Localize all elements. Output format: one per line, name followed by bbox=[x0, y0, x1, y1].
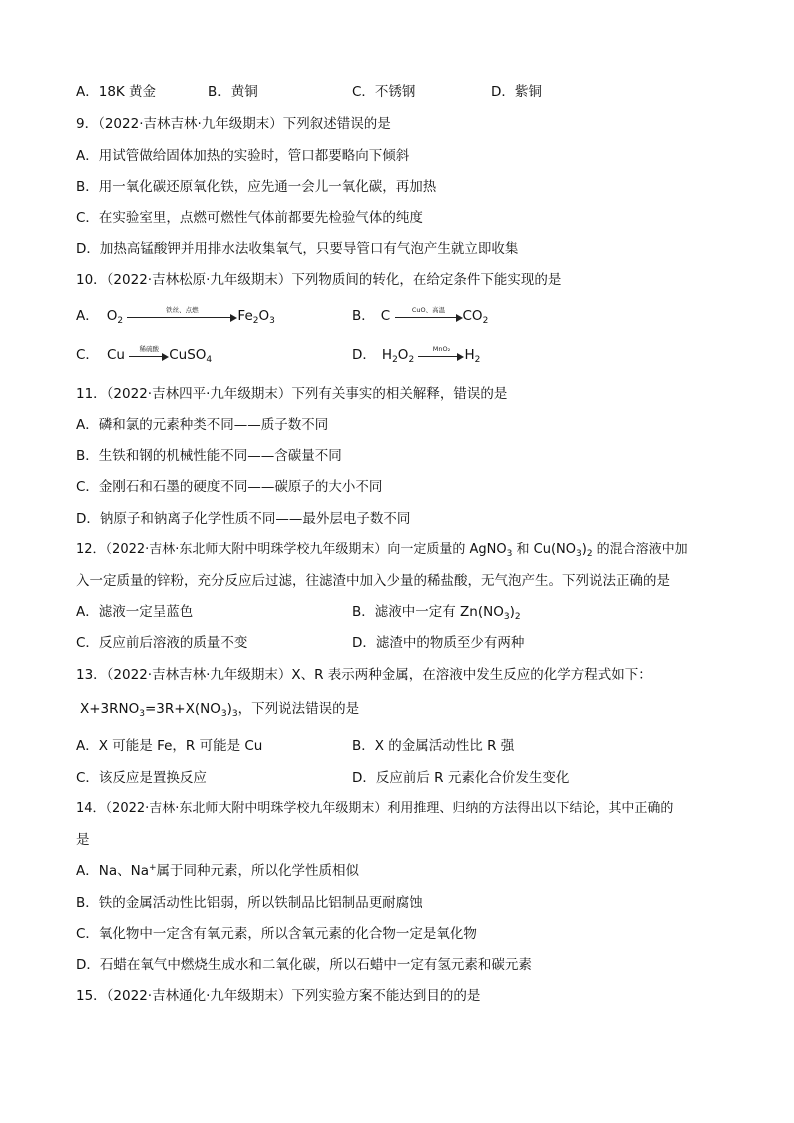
reaction-arrow: 铁丝、点燃 bbox=[127, 307, 237, 325]
q8-option-a: A．18K 黄金 bbox=[76, 84, 157, 100]
q14-option-d: D．石蜡在氧气中燃烧生成水和二氧化碳，所以石蜡中一定有氢元素和碳元素 bbox=[76, 957, 532, 973]
q8-option-b: B．黄铜 bbox=[208, 84, 258, 100]
q12-option-b: B．滤液中一定有 $Zn(NO_3)_2$ bbox=[352, 604, 521, 622]
q13-option-a: A．X 可能是 Fe，R 可能是 Cu bbox=[76, 738, 263, 754]
q10-option-d: D． $H_2O_2$ MnO₂ $H_2$ bbox=[352, 345, 481, 365]
q12-stem-line2: 入一定质量的锌粉，充分反应后过滤，往滤渣中加入少量的稀盐酸，无气泡产生。下列说法正确的是 bbox=[76, 573, 670, 589]
reaction-arrow: MnO₂ bbox=[418, 346, 464, 364]
reaction-arrow: CuO、高温 bbox=[395, 307, 463, 325]
q11-stem: 11．（2022·吉林四平·九年级期末）下列有关事实的相关解释，错误的是 bbox=[76, 386, 508, 402]
q12-stem-line1: 12．（2022·吉林·东北师大附中明珠学校九年级期末）向一定质量的 AgNO$_3$ 和 $Cu(NO_3)_2$ 的混合溶液中加 bbox=[76, 542, 688, 559]
reaction-arrow: 稀硫酸 bbox=[129, 346, 169, 364]
q12-option-d: D．滤渣中的物质至少有两种 bbox=[352, 635, 525, 651]
q11-option-b: B．生铁和钢的机械性能不同——含碳量不同 bbox=[76, 448, 342, 464]
q10-option-c: C． Cu 稀硫酸 CuSO$_4$ bbox=[76, 345, 213, 365]
q11-option-a: A．磷和氯的元素种类不同——质子数不同 bbox=[76, 417, 329, 433]
q13-option-d: D．反应前后 R 元素化合价发生变化 bbox=[352, 770, 570, 786]
q9-stem: 9．（2022·吉林吉林·九年级期末）下列叙述错误的是 bbox=[76, 116, 391, 132]
q9-option-c: C．在实验室里，点燃可燃性气体前都要先检验气体的纯度 bbox=[76, 210, 423, 226]
q11-option-c: C．金刚石和石墨的硬度不同——碳原子的大小不同 bbox=[76, 479, 383, 495]
q14-option-c: C．氧化物中一定含有氧元素，所以含氧元素的化合物一定是氧化物 bbox=[76, 926, 477, 942]
q9-option-b: B．用一氧化碳还原氧化铁，应先通一会儿一氧化碳，再加热 bbox=[76, 179, 437, 195]
q14-stem-line2: 是 bbox=[76, 832, 90, 848]
q14-option-a: A．Na、Na+属于同种元素，所以化学性质相似 bbox=[76, 863, 360, 879]
q14-option-b: B．铁的金属活动性比铝弱，所以铁制品比铝制品更耐腐蚀 bbox=[76, 895, 423, 911]
q12-option-c: C．反应前后溶液的质量不变 bbox=[76, 635, 248, 651]
q13-option-c: C．该反应是置换反应 bbox=[76, 770, 207, 786]
q15-stem: 15．（2022·吉林通化·九年级期末）下列实验方案不能达到目的的是 bbox=[76, 988, 481, 1004]
q9-option-a: A．用试管做给固体加热的实验时，管口都要略向下倾斜 bbox=[76, 148, 410, 164]
q12-option-a: A．滤液一定呈蓝色 bbox=[76, 604, 194, 620]
q9-option-d: D．加热高锰酸钾并用排水法收集氧气，只要导管口有气泡产生就立即收集 bbox=[76, 241, 519, 257]
q13-equation: $X+3RNO_3=3R+X(NO_3)_3$，下列说法错误的是 bbox=[80, 701, 360, 719]
q8-option-d: D．紫铜 bbox=[491, 84, 542, 100]
q13-stem: 13．（2022·吉林吉林·九年级期末）X、R 表示两种金属，在溶液中发生反应的化学方程式如下： bbox=[76, 667, 652, 683]
q13-option-b: B．X 的金属活动性比 R 强 bbox=[352, 738, 515, 754]
q8-option-c: C．不锈钢 bbox=[352, 84, 416, 100]
q10-option-a: A． $O_2$ 铁丝、点燃 $Fe_2O_3$ bbox=[76, 306, 275, 326]
q10-stem: 10．（2022·吉林松原·九年级期末）下列物质间的转化，在给定条件下能实现的是 bbox=[76, 272, 562, 288]
q10-option-b: B． C CuO、高温 $CO_2$ bbox=[352, 306, 489, 326]
q11-option-d: D．钠原子和钠离子化学性质不同——最外层电子数不同 bbox=[76, 511, 411, 527]
q14-stem-line1: 14．（2022·吉林·东北师大附中明珠学校九年级期末）利用推理、归纳的方法得出以下结论，其中正确的 bbox=[76, 801, 674, 816]
